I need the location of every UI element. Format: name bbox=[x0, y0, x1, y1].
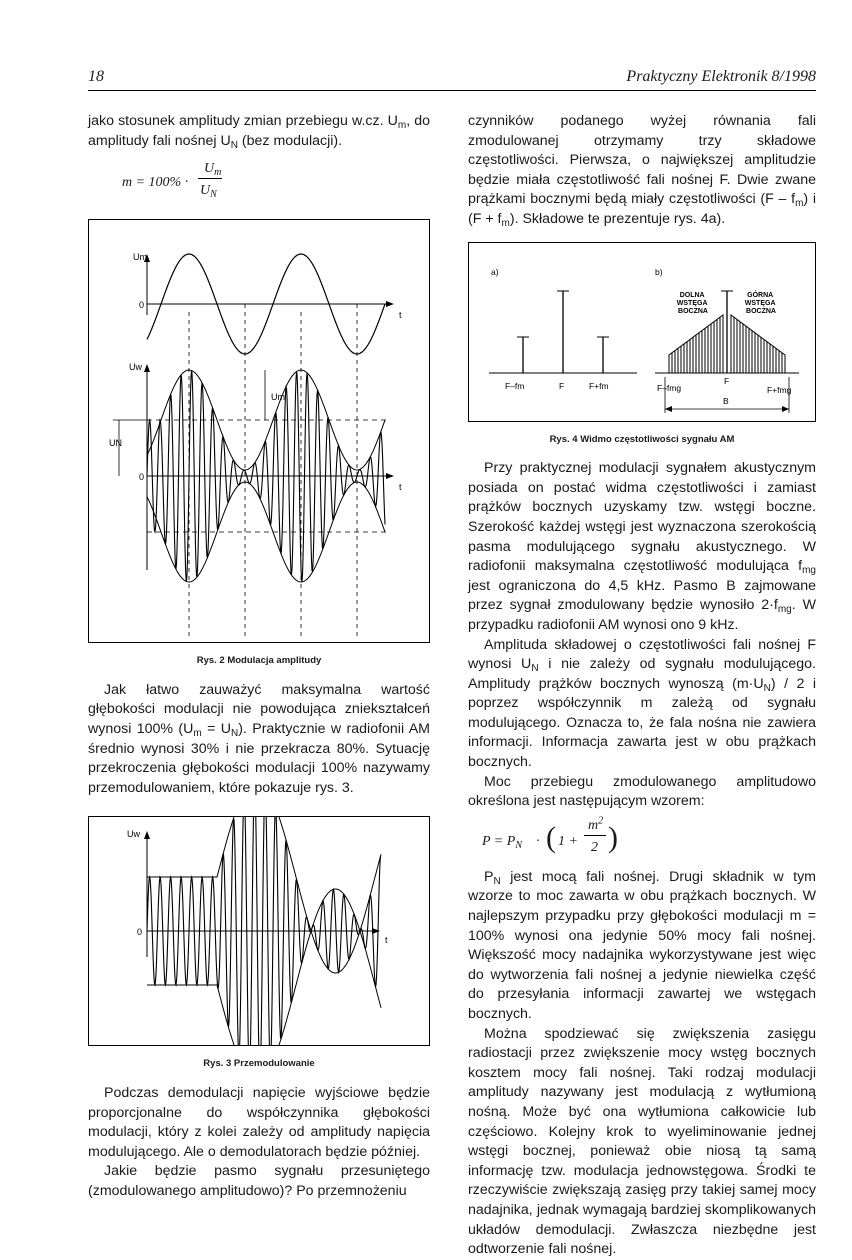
paragraph-carrier-power: $P_N$ jest mocą fali nośnej. Drugi składnik w tym wzorze to moc zawarta w obu prążkach bocznych. W najlepszym przypadku przy głębokości modulacji m = 100% wynosi ona jedynie 50% mocy fali nośnej. Większość mocy nadajnika wykorzystywane jest więc do wytworzenia fali nośnej a jedynie niewielka część do przesyłania informacji zawartej we wstęgach bocznych. bbox=[468, 868, 816, 1022]
paragraph-suppressed-carrier: Można spodziewać się zwiększenia zasięgu radiostacji przez zwiększenie mocy wstęg bocznych kosztem mocy fali nośnej. Taki rodzaj modulacji amplitudy nazywany jest modulacją z wytłumioną nośną. Może być ona wytłumiona całkowicie lub częściowo. Kolejny krok to wyeliminowanie jednej wstęgi bocznej, ponieważ obie niosą tą samą informację tzw. modulacja jednowstęgowa. Środki te rzeczywiście zwiększają zasięg przy takiej samej mocy nadajnika, jednak wymagają bardziej skomplikowanych układów demodulacji. Zwłaszcza niezbędne jest odtworzenie fali nośnej. bbox=[468, 1025, 816, 1258]
fig4-f-plus-fmg: F+fmg bbox=[767, 384, 792, 395]
fig4-bandwidth-label: B bbox=[723, 395, 729, 406]
fig2-t-label-bottom: t bbox=[399, 482, 402, 493]
fig4-upper-sideband bbox=[731, 315, 785, 373]
fig4-f-minus-fmg: F–fmg bbox=[657, 382, 682, 393]
paragraph-power-intro: Moc przebiegu zmodulowanego amplitudowo określona jest następującym wzorem: bbox=[468, 773, 816, 810]
paragraph-modulation-depth: Jak łatwo zauważyć maksymalna wartość głębokości modulacji nie powodująca zniekształceń wynosi 100% $(U_m = U_N)$. Praktycznie w radiofonii AM średnio wynosi 30% i nie przekracza 80%. Sytuację przekroczenia głębokości modulacji 100% nazywamy przemodulowaniem, które pokazuje rys. 3. bbox=[88, 681, 430, 796]
page-number: 18 bbox=[88, 68, 104, 85]
figure-4-caption: Rys. 4 Widmo częstotliwości sygnału AM bbox=[549, 433, 735, 445]
fig4-b-label: b) bbox=[655, 266, 663, 277]
fig2-zero-label-top: 0 bbox=[139, 300, 145, 311]
page-header bbox=[88, 68, 816, 91]
fig2-um-label: Um bbox=[271, 392, 285, 403]
power-formula: $P = P_N$ · ( 1 + $m^2$ 2 ) bbox=[482, 815, 618, 855]
left-column bbox=[88, 112, 430, 1202]
fig4-f-plus-fm: F+fm bbox=[589, 380, 609, 391]
fig2-um-axis-label: Um bbox=[133, 252, 147, 263]
fig2-uw-axis-label: Uw bbox=[129, 362, 142, 373]
fig4-f-minus-fm: F–fm bbox=[505, 380, 525, 391]
figure-3-caption: Rys. 3 Przemodulowanie bbox=[203, 1058, 315, 1070]
fig4-lower-sideband bbox=[669, 315, 723, 373]
modulation-depth-formula: m = 100% · $U_m$ $U_N$ bbox=[122, 161, 222, 201]
figure-4-am-spectrum bbox=[468, 242, 816, 422]
fig3-t-label: t bbox=[385, 935, 388, 946]
paragraph-carrier-amplitude: Amplituda składowej o częstotliwości fali nośnej F wynosi $U_N$ i nie zależy od sygnału modulującego. Amplitudy prążków bocznych wynoszą $(m\cdot U_N) / 2$ i poprzez współczynnik m zależą od sygnału modulującego. Oznacza to, że fala nośna nie zawiera informacji. Informacja zawarta jest w obu prążkach bocznych. bbox=[468, 636, 816, 771]
fig4-upper-band-1: GÓRNA bbox=[747, 291, 773, 299]
fig3-uw-axis-label: Uw bbox=[127, 829, 140, 840]
intro-paragraph: jako stosunek amplitudy zmian przebiegu w.cz. $U_m$, do amplitudy fali nośnej $U_N$ (bez modulacji). bbox=[88, 113, 430, 151]
magazine-title: Praktyczny Elektronik 8/1998 bbox=[626, 68, 816, 85]
fig4-a-label: a) bbox=[491, 266, 499, 277]
paragraph-sidebands: Przy praktycznej modulacji sygnałem akustycznym posiada on postać widma częstotliwości i zamiast prążków bocznych uzyskamy tzw. wstęgi boczne. Szerokość każdej wstęgi jest wyznaczona szerokością pasma modulującego sygnału akustycznego. W radiofonii maksymalna częstotliwość modulująca $f_{mg}$ jest ograniczona do 4,5 kHz. Pasmo B zajmowane przez sygnał zmodulowany będzie wynosiło $2\cdot f_{mg}$. W przypadku radiofonii AM wynosi ono 9 kHz. bbox=[468, 460, 816, 633]
figure-2-amplitude-modulation bbox=[88, 219, 430, 643]
fig4-b-carrier: F bbox=[724, 375, 730, 386]
fig4-upper-band-2: WSTĘGA bbox=[744, 299, 776, 307]
paragraph-bandwidth-question: Jakie będzie pasmo sygnału przesuniętego (zmodulowanego amplitudowo)? Po przemnożeniu bbox=[88, 1163, 430, 1199]
fig4-lower-band-3: BOCZNA bbox=[678, 307, 708, 315]
fig4-lower-band-1: DOLNA bbox=[679, 291, 705, 299]
fig4-upper-band-3: BOCZNA bbox=[746, 307, 776, 315]
paragraph-demodulation: Podczas demodulacji napięcie wyjściowe będzie proporcjonalne do współczynnika głębokości modulacji, który z kolei zależy od amplitudy napięcia modulującego. Ale o demodulatorach będzie później. bbox=[88, 1084, 430, 1160]
figure-2-caption: Rys. 2 Modulacja amplitudy bbox=[196, 655, 322, 667]
fig2-un-label: UN bbox=[109, 438, 122, 449]
svg-text:DOLNA WSTĘGA bbox=[677, 292, 709, 315]
fig4-f: F bbox=[559, 380, 565, 391]
paragraph-three-components: czynników podanego wyżej równania fali zmodulowanej otrzymamy trzy składowe częstotliwości. Pierwsza, o największej amplitudzie będzie miała częstotliwość fali nośnej F. Dwie zwane prążkami bocznymi będą miały częstotliwości $(F - f_m)$ i $(F + f_m)$. Składowe te prezentuje rys. 4a). bbox=[468, 113, 816, 229]
figure-3-overmodulation bbox=[88, 816, 430, 1046]
fig4-lower-band-2: WSTĘGA bbox=[676, 299, 708, 307]
fig2-zero-label-bottom: 0 bbox=[139, 472, 145, 483]
right-column bbox=[468, 112, 816, 1260]
svg-text:GÓRNA WSTĘGA bbox=[745, 290, 777, 315]
fig3-zero-label: 0 bbox=[137, 927, 143, 938]
fig2-t-label-top: t bbox=[399, 310, 402, 321]
